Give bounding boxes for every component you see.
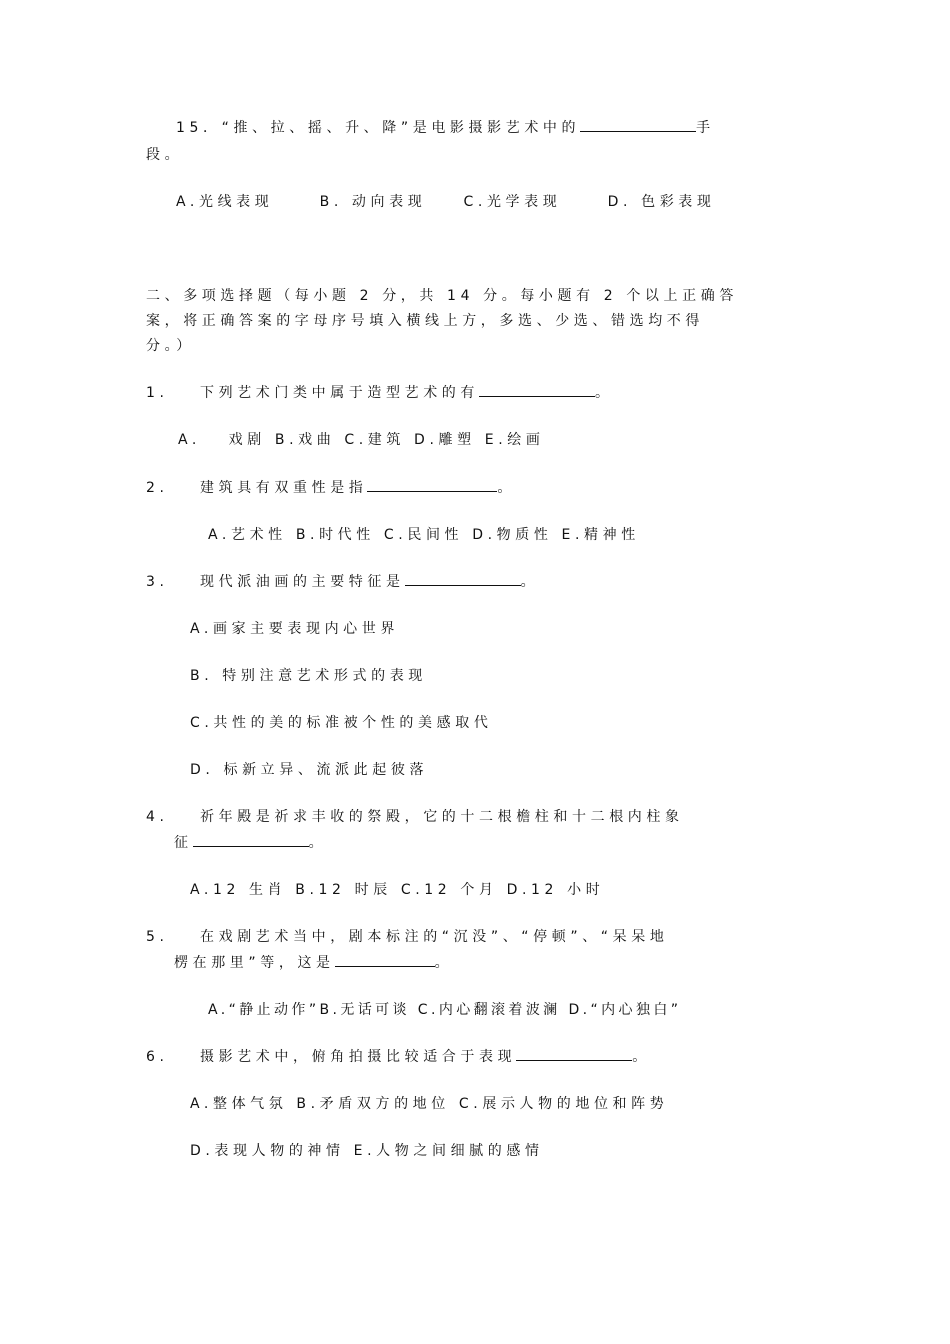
q1-blank bbox=[479, 384, 595, 397]
q6-stem: 摄影艺术中，俯角拍摄比较适合于表现 。 bbox=[200, 1049, 651, 1065]
q4-number: 4. bbox=[146, 809, 169, 825]
q4-options: A.12 生肖 B.12 时辰 C.12 个月 D.12 小时 bbox=[190, 882, 605, 898]
q5-stem-line2: 楞在那里”等，这是 。 bbox=[174, 955, 454, 971]
section2-heading-line3: 分。） bbox=[146, 338, 195, 354]
q6-options-line1: A.整体气氛 B.矛盾双方的地位 C.展示人物的地位和阵势 bbox=[190, 1096, 669, 1112]
section2-heading-line2: 案，将正确答案的字母序号填入横线上方，多选、少选、错选均不得 bbox=[146, 313, 704, 329]
q2-blank bbox=[367, 479, 497, 492]
q4-stem-line1: 祈年殿是祈求丰收的祭殿，它的十二根檐柱和十二根内柱象 bbox=[200, 809, 684, 825]
q3-option-a: A.画家主要表现内心世界 bbox=[190, 621, 399, 637]
q6-options-line2: D.表现人物的神情 E.人物之间细腻的感情 bbox=[190, 1143, 544, 1159]
q4-blank bbox=[193, 834, 309, 847]
q5-stem-line1: 在戏剧艺术当中，剧本标注的“沉没”、“停顿”、“呆呆地 bbox=[200, 929, 669, 945]
q3-option-c: C.共性的美的标准被个性的美感取代 bbox=[190, 715, 493, 731]
q15-stem: 15．“推、拉、摇、升、降”是电影摄影艺术中的 手 bbox=[176, 120, 715, 136]
q3-option-b: B. 特别注意艺术形式的表现 bbox=[190, 668, 427, 684]
q3-option-d: D. 标新立异、流派此起彼落 bbox=[190, 762, 429, 778]
q5-options: A.“静止动作”B.无话可谈 C.内心翻滚着波澜 D.“内心独白” bbox=[208, 1002, 682, 1018]
q1-stem: 下列艺术门类中属于造型艺术的有 。 bbox=[200, 385, 614, 401]
q1-options: A. 戏剧 B.戏曲 C.建筑 D.雕塑 E.绘画 bbox=[178, 432, 545, 448]
q5-blank bbox=[335, 954, 435, 967]
section2-heading-line1: 二、多项选择题（每小题 2 分，共 14 分。每小题有 2 个以上正确答 bbox=[146, 288, 738, 304]
q3-stem: 现代派油画的主要特征是 。 bbox=[200, 574, 540, 590]
q2-number: 2. bbox=[146, 480, 169, 496]
q15-blank bbox=[580, 119, 696, 132]
q1-number: 1. bbox=[146, 385, 169, 401]
q15-options: A.光线表现 B. 动向表现 C.光学表现 D. 色彩表现 bbox=[176, 194, 716, 210]
q3-number: 3. bbox=[146, 574, 169, 590]
q3-blank bbox=[405, 573, 521, 586]
q2-stem: 建筑具有双重性是指 。 bbox=[200, 480, 517, 496]
q15-stem-cont: 段。 bbox=[146, 147, 184, 163]
q4-stem-line2: 征 。 bbox=[174, 835, 328, 851]
q5-number: 5. bbox=[146, 929, 169, 945]
q6-number: 6. bbox=[146, 1049, 169, 1065]
q6-blank bbox=[516, 1048, 632, 1061]
q2-options: A.艺术性 B.时代性 C.民间性 D.物质性 E.精神性 bbox=[208, 527, 640, 543]
